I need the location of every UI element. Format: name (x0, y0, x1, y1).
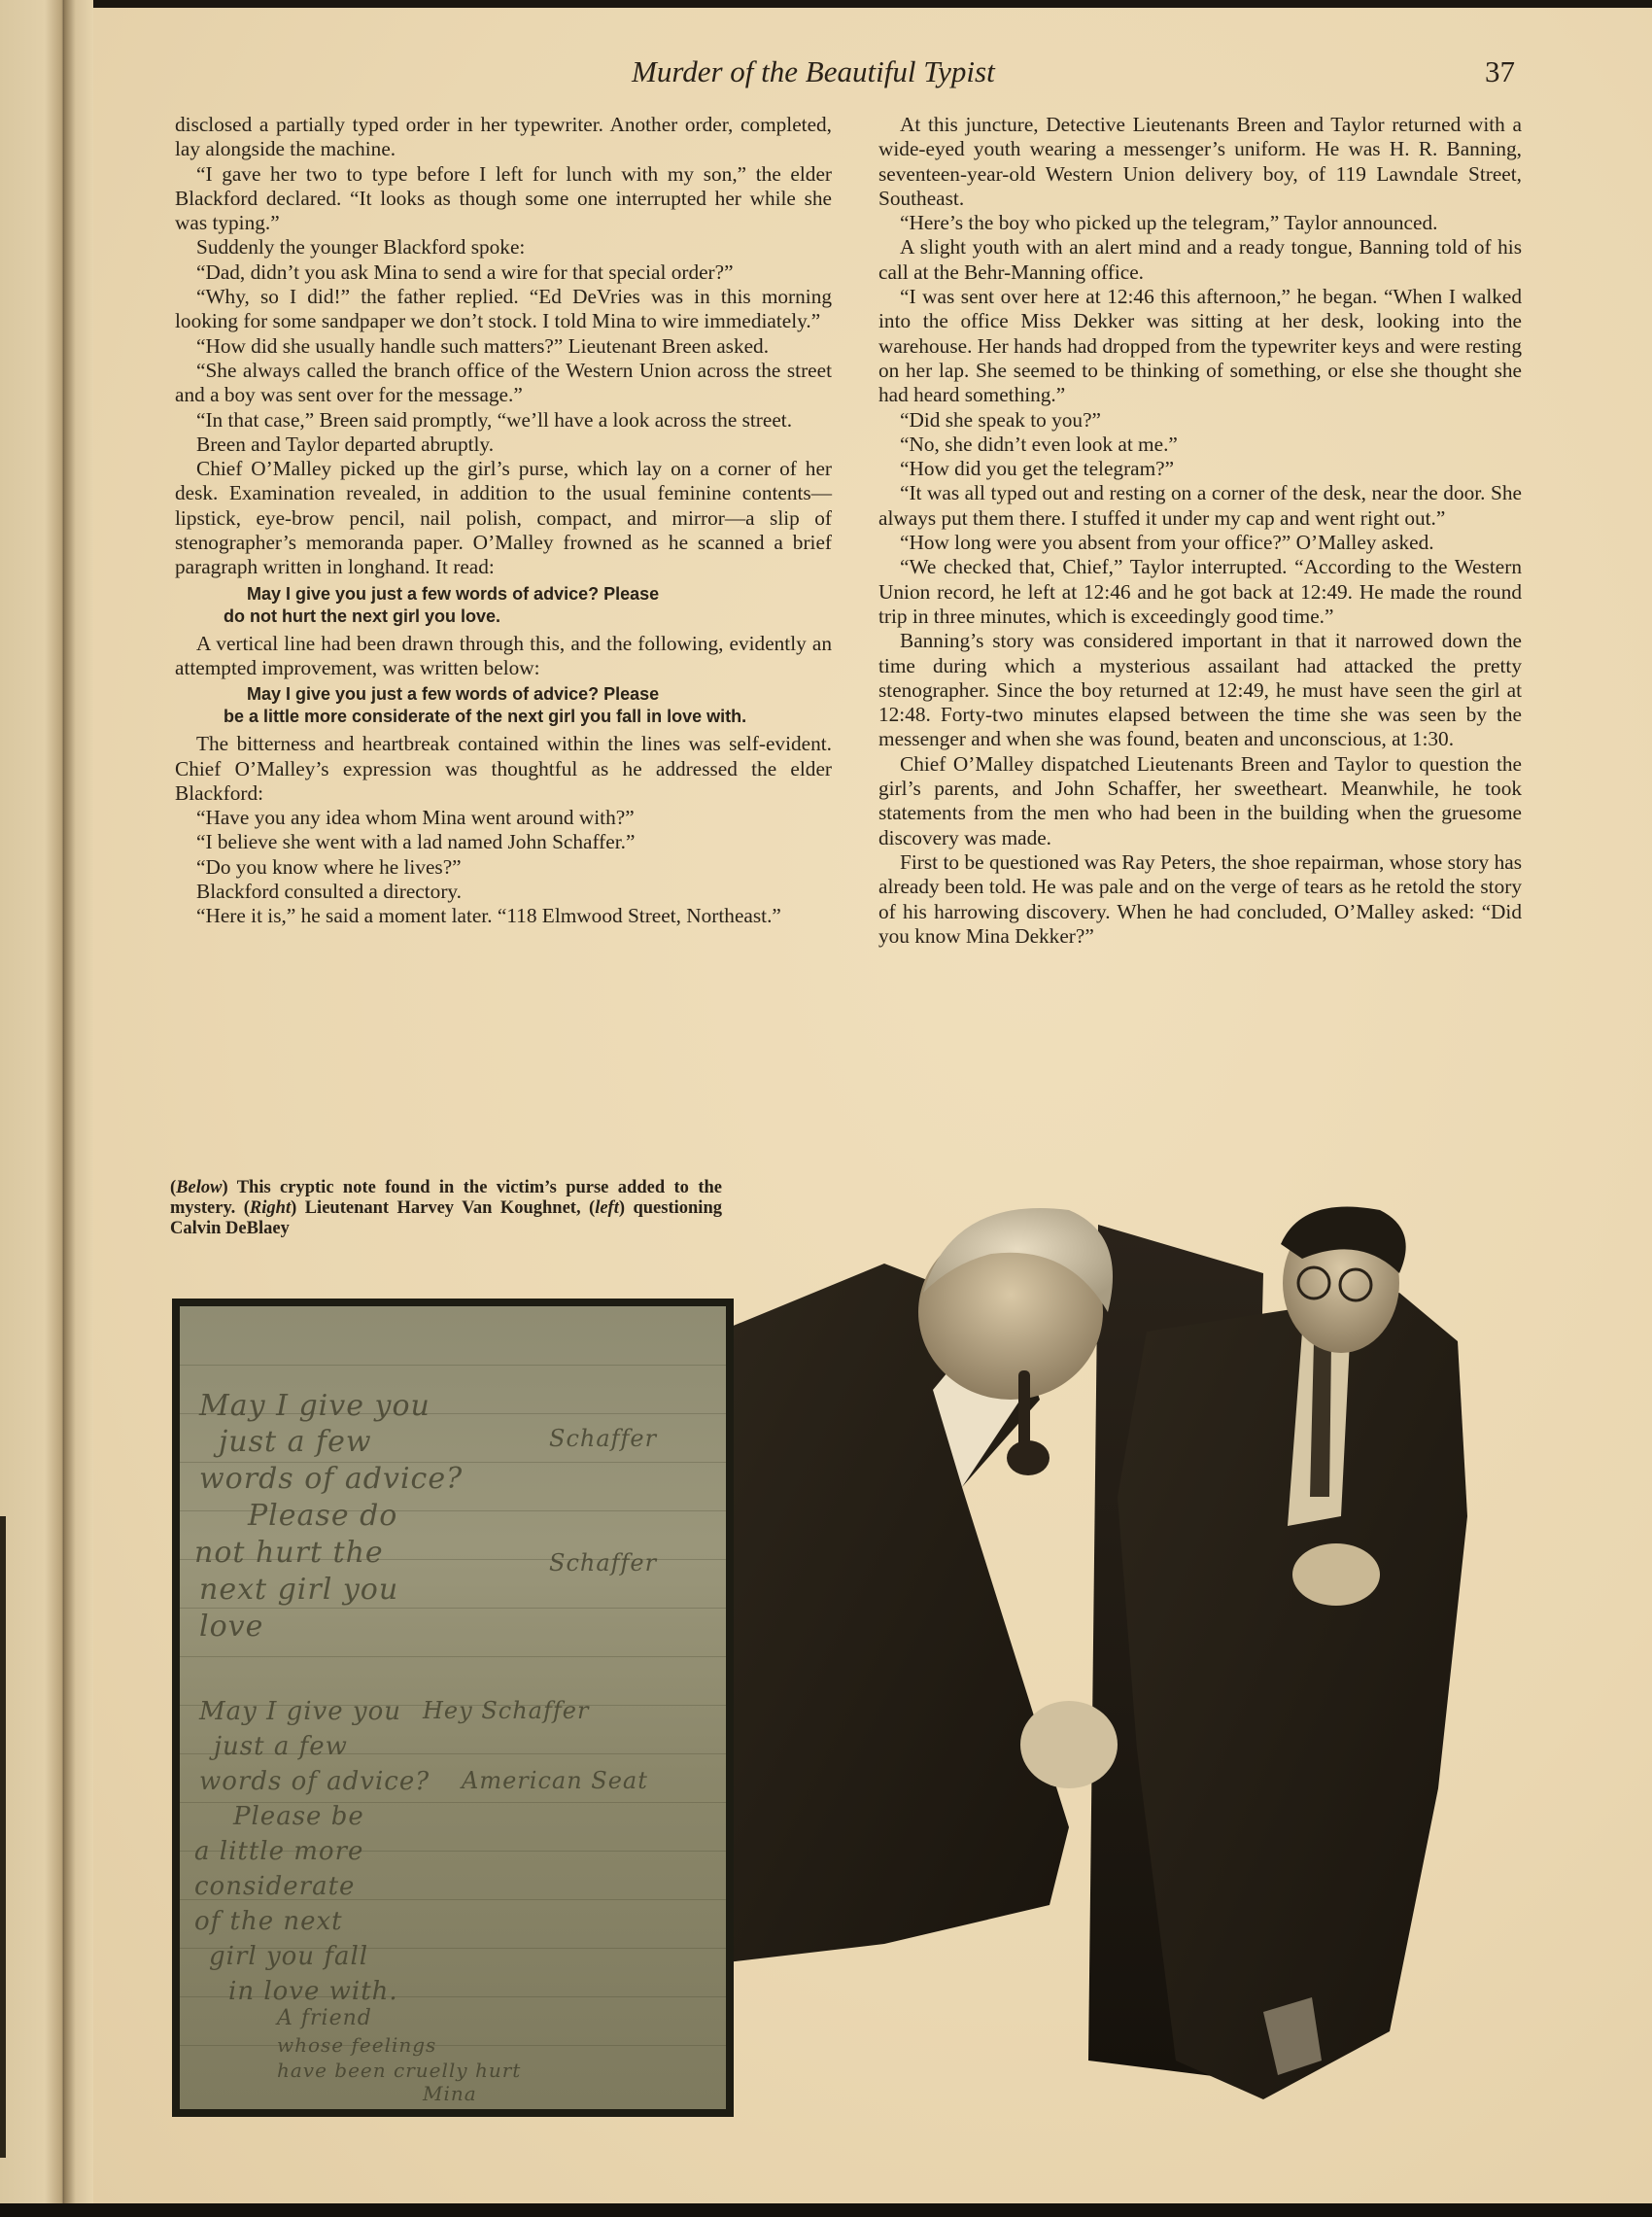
paragraph: “Here’s the boy who picked up the telegram,” Taylor announced. (900, 211, 1438, 235)
handwriting-line: May I give you (199, 1389, 430, 1423)
right-column (878, 113, 1522, 949)
paragraph: A slight youth with an alert mind and a ready tongue, Banning told of his call at the Behr-Manning office. (878, 235, 1522, 284)
young-man-coat (1118, 1293, 1467, 2099)
cryptic-note-photo (172, 1299, 734, 2117)
paragraph: “I was sent over here at 12:46 this afternoon,” he began. “When I walked into the office Miss Dekker was sitting at her desk, looking into the warehouse. Her hands had dropped from the typewriter keys and were resting on her lap. She seemed to be thinking of something, or else she thought she had heard something.” (878, 285, 1522, 407)
paragraph: Breen and Taylor departed abruptly. (196, 432, 495, 456)
pipe-stem (1018, 1370, 1030, 1448)
note-rule (180, 1365, 726, 1366)
handwriting-line: of the next (194, 1907, 343, 1936)
paragraph: First to be questioned was Ray Peters, the shoe repairman, whose story has already been told. He was pale and on the verge of tears as he retold the story of his harrowing discovery. When he had concluded, O’Malley asked: “Did you know Mina Dekker?” (878, 849, 1522, 948)
paragraph: “I believe she went with a lad named John Schaffer.” (196, 830, 636, 854)
quote-line: do not hurt the next girl you love. (224, 606, 501, 626)
paragraph: “Why, so I did!” the father replied. “Ed DeVries was in this morning looking for some sandpaper we don’t stock. I told Mina to wire immediately.” (175, 285, 832, 333)
paragraph: “She always called the branch office of the Western Union across the street and a boy was sent over for the message.” (175, 358, 832, 407)
handwriting-line: not hurt the (194, 1536, 384, 1570)
paragraph: “We checked that, Chief,” Taylor interrupted. “According to the Western Union record, he left at 12:46 and he got back at 12:49. He made the round trip in three minutes, which is exceedingly good time.” (878, 555, 1522, 628)
note-rule (180, 1656, 726, 1657)
scan-bottom-edge (0, 2203, 1652, 2217)
handwriting-side-note: American Seat (462, 1767, 648, 1794)
note-signature: A friend (277, 2006, 372, 2030)
quote-line: May I give you just a few words of advice? Please (247, 684, 660, 705)
caption-below-tag: Below (176, 1178, 223, 1197)
paragraph: “In that case,” Breen said promptly, “we’ll have a look across the street. (196, 407, 793, 432)
handwriting-line: just a few (219, 1425, 372, 1459)
caption-right-tag: Right (249, 1198, 292, 1218)
paragraph: “It was all typed out and resting on a corner of the desk, near the door. She always put them there. I stuffed it under my cap and went right out.” (878, 481, 1522, 530)
paragraph: The bitterness and heartbreak contained within the lines was self-evident. Chief O’Malley’s expression was thoughtful as he addressed the elder Blackford: (175, 732, 832, 805)
handwriting-line: in love with. (228, 1977, 398, 2006)
note-quote-original (224, 583, 807, 628)
interrogation-photo (719, 1205, 1623, 2138)
note-signature: whose feelings (277, 2033, 437, 2057)
note-rule (180, 1608, 726, 1609)
paragraph: Chief O’Malley picked up the girl’s purse, which lay on a corner of her desk. Examination revealed, in addition to the usual feminine contents—lipstick, eye-brow pencil, nail polish, compact, and mirror—a slip of stenographer’s memoranda paper. O’Malley frowned as he scanned a brief paragraph written in longhand. It read: (175, 457, 832, 579)
caption-text: questioning Calvin DeBlaey (170, 1198, 722, 1238)
handwriting-line: considerate (194, 1872, 356, 1901)
caption-left-tag: left (595, 1198, 619, 1218)
handwriting-line: girl you fall (209, 1942, 369, 1971)
paragraph: Chief O’Malley dispatched Lieutenants Breen and Taylor to question the girl’s parents, and John Schaffer, her sweetheart. Meanwhile, he took statements from the men who had been in the building when the gruesome discovery was made. (878, 751, 1522, 849)
paragraph: “No, she didn’t even look at me.” (900, 432, 1178, 456)
handwriting-line: Please be (233, 1802, 364, 1831)
paragraph: Banning’s story was considered important in that it narrowed down the time during which a mysterious assailant had attacked the pretty stenographer. Since the boy returned at 12:49, he must have seen the girl at 12:48. Forty-two minutes elapsed between the time she was seen by the messenger and when she was found, beaten and unconscious, at 1:30. (878, 629, 1522, 751)
quote-line: May I give you just a few words of advice? Please (247, 583, 660, 604)
paragraph: “How long were you absent from your office?” O’Malley asked. (900, 531, 1434, 555)
left-column (175, 113, 832, 929)
paragraph: “Have you any idea whom Mina went around with?” (196, 806, 635, 830)
paragraph: “How did you get the telegram?” (900, 457, 1175, 481)
caption-text: Lieutenant Harvey Van Koughnet, (296, 1198, 590, 1218)
old-man-fist (1020, 1701, 1118, 1788)
caption-text: This cryptic note found in the victim’s purse added to the mystery. (170, 1178, 722, 1218)
paragraph: “Dad, didn’t you ask Mina to send a wire for that special order?” (196, 260, 734, 284)
running-title: Murder of the Beautiful Typist (632, 54, 995, 88)
handwriting-side-note: Hey Schaffer (423, 1697, 590, 1724)
handwriting-line: next girl you (199, 1573, 399, 1607)
handwriting-line: a little more (194, 1837, 364, 1866)
note-signature: Mina (423, 2082, 477, 2105)
note-rule (180, 2045, 726, 2046)
handwriting-side-note: Schaffer (549, 1425, 658, 1452)
handwriting-line: just a few (214, 1732, 348, 1761)
page-number: 37 (1485, 54, 1515, 88)
handwriting-line: Please do (248, 1499, 398, 1533)
paragraph: “Here it is,” he said a moment later. “118 Elmwood Street, Northeast.” (196, 904, 781, 928)
previous-page-edge (0, 0, 64, 2217)
note-quote-revised (224, 683, 807, 728)
paragraph: A vertical line had been drawn through this, and the following, evidently an attempted improvement, was written below: (175, 631, 832, 679)
handwriting-line: words of advice? (199, 1462, 464, 1496)
paragraph: disclosed a partially typed order in her typewriter. Another order, completed, lay alongside the machine. (175, 113, 832, 161)
paragraph: Blackford consulted a directory. (196, 880, 463, 904)
handwriting-line: words of advice? (199, 1767, 430, 1796)
paragraph: “Did she speak to you?” (900, 407, 1101, 432)
handwriting-side-note: Schaffer (549, 1549, 658, 1576)
note-signature: have been cruelly hurt (277, 2059, 522, 2082)
handwriting-line: love (199, 1610, 264, 1644)
handwriting-line: May I give you (199, 1697, 401, 1726)
paragraph: At this juncture, Detective Lieutenants Breen and Taylor returned with a wide-eyed youth wearing a messenger’s uniform. He was H. R. Banning, seventeen-year-old Western Union delivery boy, of 119 Lawndale Street, Southeast. (878, 113, 1522, 210)
paragraph: Suddenly the younger Blackford spoke: (196, 235, 526, 260)
binding-gutter (64, 0, 93, 2217)
paragraph: “Do you know where he lives?” (196, 854, 462, 879)
pipe-bowl (1007, 1440, 1050, 1475)
paragraph: “I gave her two to type before I left for lunch with my son,” the elder Blackford declared. “It looks as though some one interrupted her while she was typing.” (175, 161, 832, 235)
scan-top-edge (0, 0, 1652, 8)
paragraph: “How did she usually handle such matters?” Lieutenant Breen asked. (196, 333, 770, 358)
quote-line: be a little more considerate of the next girl you fall in love with. (224, 707, 747, 727)
young-man-hands (1292, 1543, 1380, 1606)
photo-caption: (Below) This cryptic note found in the victim’s purse added to the mystery. (Right) Lieutenant Harvey Van Koughnet, (left) questioning Calvin DeBlaey (170, 1178, 722, 1238)
previous-page-photo-edge (0, 1516, 6, 2158)
